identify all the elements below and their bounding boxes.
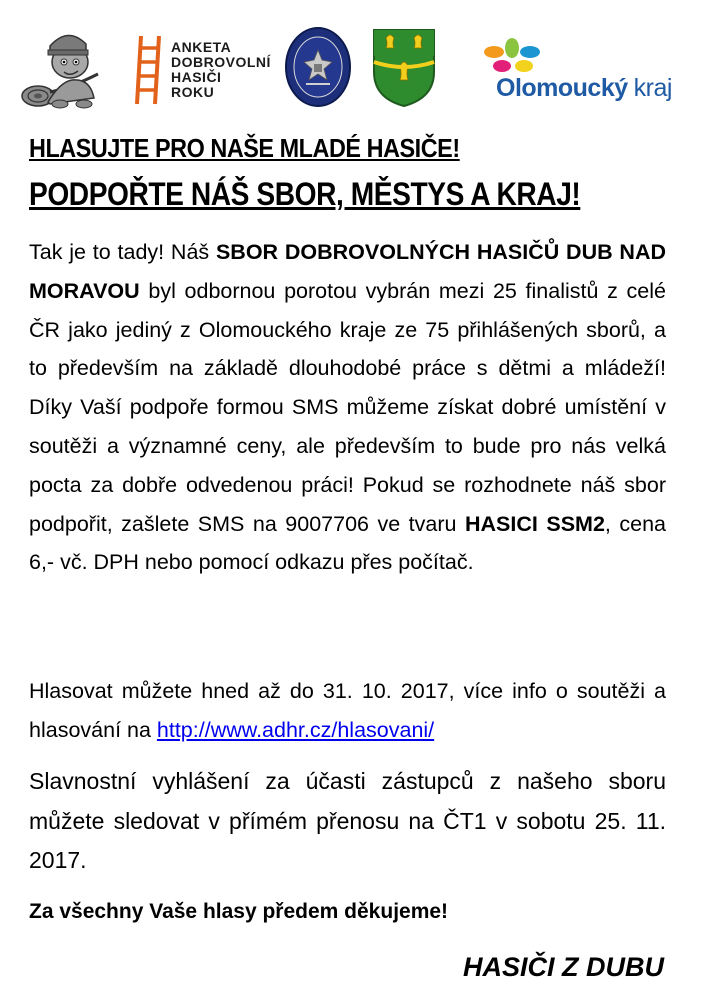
anketa-logo: [135, 34, 285, 106]
olomoucky-kraj-logo: [452, 38, 672, 104]
thanks-text: Za všechny Vaše hlasy předem děkujeme!: [29, 900, 449, 923]
flower-icon: [472, 38, 552, 78]
headline-support: PODPOŘTE NÁŠ SBOR, MĚSTYS A KRAJ!: [29, 176, 581, 212]
sdh-seal-logo: [284, 26, 352, 108]
firefighter-mascot-logo: [20, 22, 110, 110]
headline-vote: HLASUJTE PRO NAŠE MLADÉ HASIČE!: [29, 133, 460, 163]
sdh-name: SBOR DOBROVOLNÝCH HASIČŮ DUB NAD MORAVOU: [29, 240, 667, 303]
paragraph-voting: Hlasovat můžete hned až do 31. 10. 2017, více info o soutěži a hlasování na http://www.adhr.cz/hlasovani/: [29, 679, 666, 742]
anketa-text: ANKETA DOBROVOLNÍ HASIČI ROKU: [171, 39, 271, 100]
paragraph-intro: Tak je to tady! Náš SBOR DOBROVOLNÝCH HASIČŮ DUB NAD MORAVOU byl odbornou porotou vybrán mezi 25 finalistů z celé ČR jako jediný z Olomouckého kraje ze 75 přihlášených sborů, a to především na základě dlouhodobé práce s dětmi a mládeží! Díky Vaší podpoře formou SMS můžeme získat dobré umístění v soutěži a významné ceny, ale především to bude pro nás velká pocta za dobře odvedenou práci! Pokud se rozhodnete náš sbor podpořit, zašlete SMS na 9007706 ve tvaru HASICI SSM2, cena 6,- vč. DPH nebo pomocí odkazu přes počítač.: [29, 240, 667, 575]
voting-link[interactable]: http://www.adhr.cz/hlasovani/: [156, 717, 435, 742]
olomoucky-text: Olomoucký kraj: [496, 74, 672, 102]
sms-code: HASICI SSM2: [464, 511, 605, 536]
logo-bar: [0, 0, 718, 120]
coat-of-arms-logo: [370, 26, 438, 108]
signature: HASIČI Z DUBU: [463, 952, 664, 982]
paragraph-broadcast: Slavnostní vyhlášení za účasti zástupců z našeho sboru můžete sledovat v přímém přenosu na ČT1 v sobotu 25. 11. 2017.: [29, 768, 666, 873]
ladder-icon: [135, 34, 169, 106]
